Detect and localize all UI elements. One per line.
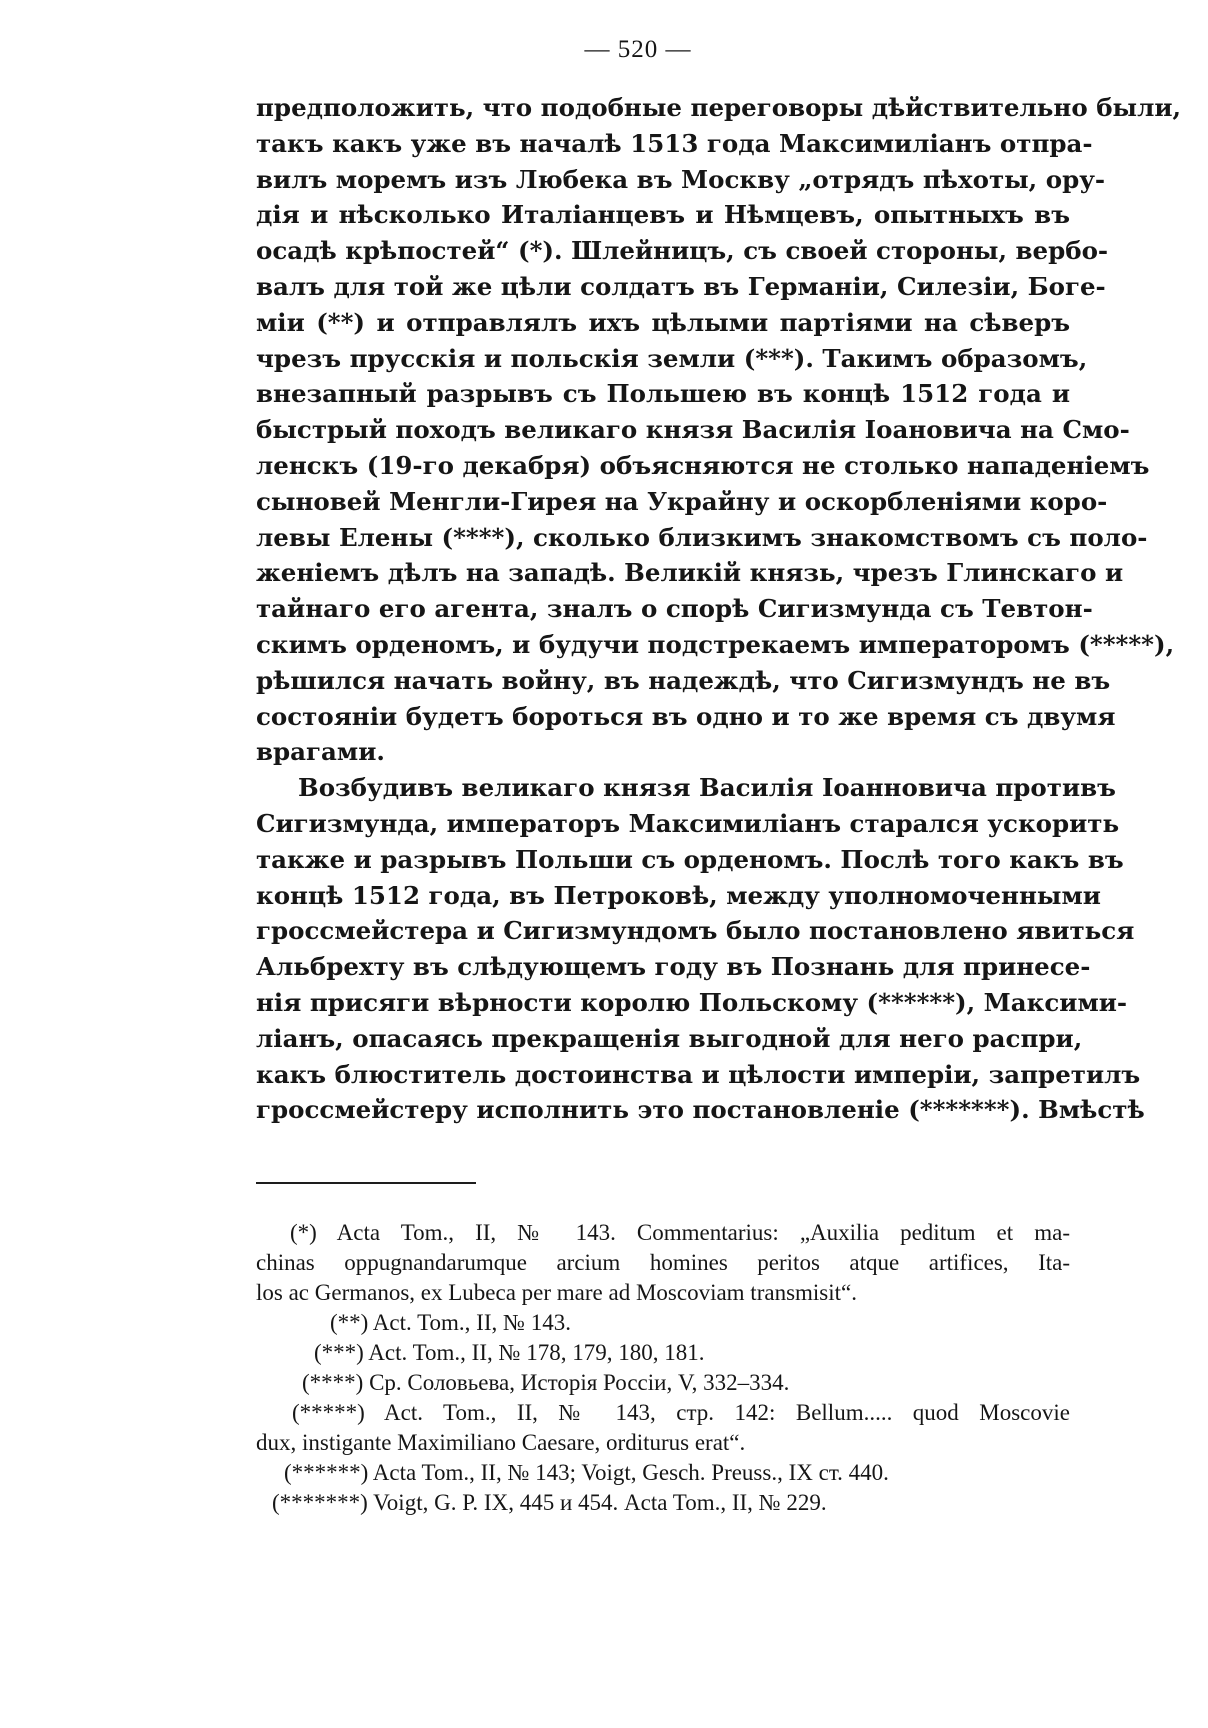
text-line: концѣ 1512 года, въ Петроковѣ, между уполномоченными <box>256 880 1101 910</box>
text-line: валъ для той же цѣли солдатъ въ Германіи, Силезіи, Боге- <box>256 271 1106 301</box>
text-line: гроссмейстеру исполнить это постановленіе (*******). Вмѣстѣ <box>256 1095 1145 1125</box>
footnote-line: (****) Ср. Соловьева, Исторія Россіи, V, 332–334. <box>302 1370 790 1395</box>
footnote-line: (******) Acta Tom., II, № 143; Voigt, Gesch. Preuss., IX ст. 440. <box>284 1460 889 1485</box>
text-line: вилъ моремъ изъ Любека въ Москву „отрядъ пѣхоты, ору- <box>256 164 1106 194</box>
text-line: левы Елены (****), сколько близкимъ знакомствомъ съ поло- <box>256 522 1148 552</box>
text-line: осадѣ крѣпостей“ (*). Шлейницъ, съ своей стороны, вербо- <box>256 236 1109 266</box>
text-line: скимъ орденомъ, и будучи подстрекаемъ императоромъ (*****), <box>256 629 1175 659</box>
text-line: тайнаго его агента, зналъ о спорѣ Сигизмунда съ Тевтон- <box>256 594 1093 624</box>
text-line: женіемъ дѣлъ на западѣ. Великій князь, чрезъ Глинскаго и <box>256 558 1124 588</box>
footnote-line: (*****) Act. Tom., II, № 143, стр. 142: Bellum..... quod Moscovie <box>292 1400 1070 1425</box>
text-line: также и разрывъ Польши съ орденомъ. Послѣ того какъ въ <box>256 844 1124 874</box>
footnote-line: dux, instigante Maximiliano Caesare, orditurus erat“. <box>256 1430 746 1455</box>
text-line: Альбрехту въ слѣдующемъ году въ Познань для принесе- <box>256 952 1091 982</box>
text-line: гроссмейстера и Сигизмундомъ было постановлено явиться <box>256 916 1135 946</box>
text-line: дія и нѣсколько Италіанцевъ и Нѣмцевъ, опытныхъ въ <box>256 200 1070 230</box>
footnote-line: (*******) Voigt, G. P. IX, 445 и 454. Acta Tom., II, № 229. <box>272 1490 827 1515</box>
footnote-divider <box>256 1182 476 1184</box>
text-line: міи (**) и отправлялъ ихъ цѣлыми партіями на сѣверъ <box>256 307 1070 337</box>
footnote-line: (***) Act. Tom., II, № 178, 179, 180, 181. <box>314 1340 705 1365</box>
paragraph-start-line: Возбудивъ великаго князя Василія Іоанновича противъ <box>298 773 1116 803</box>
text-line: какъ блюститель достоинства и цѣлости имперіи, запретилъ <box>256 1059 1141 1089</box>
page-number: — 520 — <box>584 36 692 63</box>
text-line: Сигизмунда, императоръ Максимиліанъ старался ускорить <box>256 808 1120 838</box>
text-line: рѣшился начать войну, въ надеждѣ, что Сигизмундъ не въ <box>256 665 1111 695</box>
footnote-line: (*) Acta Tom., II, № 143. Commentarius: „Auxilia peditum et ma- <box>290 1220 1070 1245</box>
text-line: внезапный разрывъ съ Польшею въ концѣ 1512 года и <box>256 379 1070 409</box>
text-line: предположить, что подобные переговоры дѣйствительно были, <box>256 93 1182 122</box>
main-text <box>256 90 1182 1128</box>
text-line: такъ какъ уже въ началѣ 1513 года Максимиліанъ отпра- <box>256 128 1093 158</box>
text-line: ленскъ (19-го декабря) объясняются не столько нападеніемъ <box>256 450 1150 480</box>
text-line: чрезъ прусскія и польскія земли (***). Такимъ образомъ, <box>256 343 1088 373</box>
footnote-line: chinas oppugnandarumque arcium homines peritos atque artifices, Ita- <box>256 1250 1070 1275</box>
text-line: ліанъ, опасаясь прекращенія выгодной для него распри, <box>256 1023 1083 1053</box>
paragraph-end-line: врагами. <box>256 737 385 767</box>
text-line: быстрый походъ великаго князя Василія Іоановича на Смо- <box>256 415 1130 445</box>
footnote-line: los ac Germanos, ex Lubeca per mare ad Moscoviam transmisit“. <box>256 1280 857 1305</box>
footnotes <box>256 1218 1070 1518</box>
footnote-line: (**) Act. Tom., II, № 143. <box>330 1310 571 1335</box>
text-line: сыновей Менгли-Гирея на Украйну и оскорбленіями коро- <box>256 486 1108 516</box>
text-line: нія присяги вѣрности королю Польскому (******), Максими- <box>256 987 1128 1017</box>
text-line: состояніи будетъ бороться въ одно и то же время съ двумя <box>256 701 1116 731</box>
